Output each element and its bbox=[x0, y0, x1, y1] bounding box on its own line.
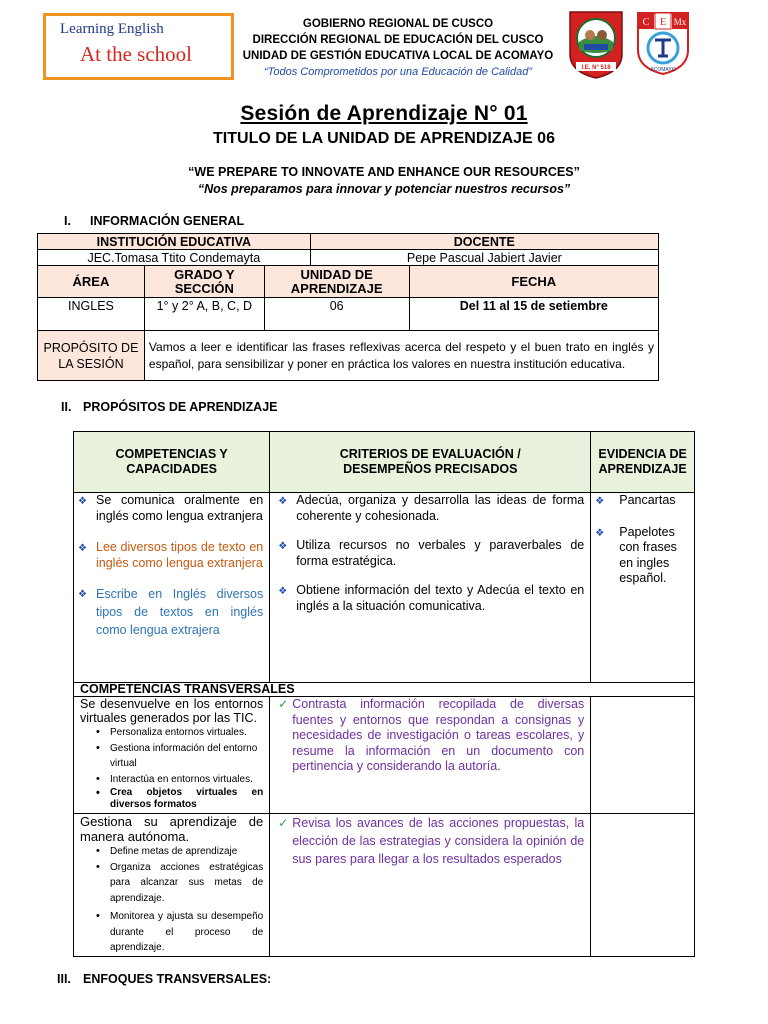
bullet-diamond-icon: ❖ bbox=[278, 541, 288, 552]
header-unidad: UNIDAD DE APRENDIZAJE bbox=[264, 266, 409, 298]
header-fecha: FECHA bbox=[409, 266, 658, 298]
section-2-label: PROPÓSITOS DE APRENDIZAJE bbox=[83, 400, 278, 414]
autonomo-item: • Define metas de aprendizaje bbox=[80, 844, 263, 860]
tic-item: • Interactúa en entornos virtuales. bbox=[80, 772, 263, 788]
seal2-letter-e: E bbox=[659, 17, 667, 28]
header-grado: GRADO Y SECCIÓN bbox=[144, 266, 264, 298]
tic-list bbox=[80, 725, 263, 811]
motto-spanish: “Nos preparamos para innovar y potenciar nuestros recursos” bbox=[197, 182, 571, 196]
tic-cell bbox=[74, 697, 270, 814]
criterio-utiliza: Utiliza recursos no verbales y paraverbales de forma estratégica. bbox=[296, 538, 585, 568]
tic-item: • Crea objetos virtuales en diversos formatos bbox=[80, 787, 263, 811]
header-motto: “Todos Comprometidos por una Educación de Calidad” bbox=[263, 66, 533, 78]
autonomo-cell bbox=[74, 814, 270, 957]
logo-line1: Learning English bbox=[60, 21, 164, 37]
logo-line2: At the school bbox=[80, 42, 192, 66]
cemx-emblem-icon bbox=[635, 10, 691, 76]
learning-purposes-table bbox=[73, 431, 695, 957]
grado-value: 1° y 2° A, B, C, D bbox=[144, 298, 264, 331]
autonomo-criterio-text: Revisa los avances de las acciones propuestas, la elección de las estrategias y considera la opinión de sus pares para llegar a los resultados esperados bbox=[292, 816, 585, 866]
header-line2: DIRECCIÓN REGIONAL DE EDUCACIÓN DEL CUSCO bbox=[252, 34, 544, 46]
competencia-item bbox=[74, 540, 263, 571]
seal1-text: I.E. N° 518 bbox=[581, 65, 611, 71]
school-logo bbox=[43, 13, 234, 80]
header-docente: DOCENTE bbox=[310, 234, 658, 250]
header-proposito: PROPÓSITO DE LA SESIÓN bbox=[38, 331, 145, 381]
competencia-oral: Se comunica oralmente en inglés como lengua extranjera bbox=[96, 493, 264, 523]
evidencias-cell bbox=[591, 493, 695, 683]
autonomo-item: • Organiza acciones estratégicas para alcanzar sus metas de aprendizaje. bbox=[80, 860, 263, 907]
header-evidencia: EVIDENCIA DE APRENDIZAJE bbox=[591, 432, 695, 493]
criterio-obtiene: Obtiene información del texto y Adecúa el texto en inglés a la situación comunicativa. bbox=[296, 583, 585, 613]
tic-item: • Gestiona información del entorno virtual bbox=[80, 741, 263, 772]
section-1-number: I. bbox=[64, 214, 71, 228]
bullet-diamond-icon: ❖ bbox=[78, 589, 87, 600]
header-area: ÁREA bbox=[38, 266, 145, 298]
seal2-bottom-text: ACOMAYO bbox=[650, 67, 676, 73]
autonomo-evidencia-cell bbox=[591, 814, 695, 957]
checkmark-icon: ✓ bbox=[278, 697, 289, 711]
proposito-value: Vamos a leer e identificar las frases reflexivas acerca del respeto y el buen trato en inglés y español, para sensibilizar y poner en práctica los valores en nuestra institución educativa. bbox=[144, 331, 658, 381]
motto-english: “WE PREPARE TO INNOVATE AND ENHANCE OUR RESOURCES” bbox=[188, 165, 580, 179]
section-2-number: II. bbox=[61, 400, 72, 414]
criterio-item bbox=[274, 538, 584, 569]
seal2-letter-c: C bbox=[642, 17, 650, 28]
bullet-diamond-icon: ❖ bbox=[278, 586, 288, 597]
tic-criterio-cell bbox=[270, 697, 591, 814]
header-competencias: COMPETENCIAS Y CAPACIDADES bbox=[74, 432, 270, 493]
header-line1: GOBIERNO REGIONAL DE CUSCO bbox=[302, 18, 494, 30]
header-criterios: CRITERIOS DE EVALUACIÓN / DESEMPEÑOS PRECISADOS bbox=[270, 432, 591, 493]
competencias-cell bbox=[74, 493, 270, 683]
criterio-item bbox=[274, 493, 584, 524]
competencia-item bbox=[74, 493, 263, 524]
autonomo-title: Gestiona su aprendizaje de manera autónoma. bbox=[80, 814, 264, 844]
section-1-heading bbox=[64, 214, 244, 228]
tic-criterio-text: Contrasta información recopilada de diversas fuentes y entornos que respondan a consignas y necesidades de investigación o tareas escolares, y resume la información en un documento con pertinencia y considerando la autoría. bbox=[292, 697, 585, 773]
school-emblem-icon bbox=[566, 8, 626, 80]
bullet-diamond-icon: ❖ bbox=[595, 496, 605, 507]
evidencia-item bbox=[591, 493, 688, 509]
criterios-cell bbox=[270, 493, 591, 683]
section-3-label: ENFOQUES TRANSVERSALES: bbox=[83, 972, 272, 986]
section-2-heading bbox=[61, 400, 277, 414]
section-3-number: III. bbox=[57, 972, 71, 986]
tic-evidencia-cell bbox=[591, 697, 695, 814]
area-value: INGLES bbox=[38, 298, 145, 331]
bullet-diamond-icon: ❖ bbox=[278, 496, 288, 507]
unidad-value: 06 bbox=[264, 298, 409, 331]
tic-item: • Personaliza entornos virtuales. bbox=[80, 725, 263, 741]
criterio-adecua: Adecúa, organiza y desarrolla las ideas de forma coherente y cohesionada. bbox=[296, 493, 585, 523]
bullet-diamond-icon: ❖ bbox=[78, 543, 87, 554]
competencia-lee: Lee diversos tipos de texto en inglés como lengua extranjera bbox=[96, 540, 264, 570]
section-3-heading bbox=[57, 972, 271, 986]
header-institucion: INSTITUCIÓN EDUCATIVA bbox=[38, 234, 311, 250]
bullet-diamond-icon: ❖ bbox=[78, 496, 87, 507]
competencia-item bbox=[74, 585, 263, 639]
section-1-label: INFORMACIÓN GENERAL bbox=[90, 214, 245, 228]
checkmark-icon: ✓ bbox=[278, 816, 289, 830]
header-line3: UNIDAD DE GESTIÓN EDUCATIVA LOCAL DE ACOMAYO bbox=[242, 50, 554, 62]
evidencia-pancartas: Pancartas bbox=[619, 493, 676, 507]
bullet-diamond-icon: ❖ bbox=[595, 527, 605, 539]
general-info-table bbox=[37, 233, 659, 381]
seal2-letter-mx: Mx bbox=[673, 17, 687, 27]
evidencia-papelotes: Papelotes con frases en ingles español. bbox=[619, 524, 677, 585]
evidencia-item bbox=[591, 525, 688, 587]
session-title: Sesión de Aprendizaje N° 01 bbox=[240, 102, 528, 125]
institution-header bbox=[232, 16, 564, 80]
autonomo-item: • Monitorea y ajusta su desempeño durante el proceso de aprendizaje. bbox=[80, 909, 263, 956]
docente-value: Pepe Pascual Jabiert Javier bbox=[310, 250, 658, 266]
institucion-value: JEC.Tomasa Ttito Condemayta bbox=[38, 250, 311, 266]
autonomo-criterio bbox=[274, 814, 584, 868]
autonomo-criterio-cell bbox=[270, 814, 591, 957]
tic-title: Se desenvuelve en los entornos virtuales generados por las TIC. bbox=[80, 697, 264, 725]
competencia-escribe: Escribe en Inglés diversos tipos de textos en inglés como lengua extrajera bbox=[96, 587, 264, 637]
tic-criterio bbox=[274, 697, 584, 775]
unit-title: TITULO DE LA UNIDAD DE APRENDIZAJE 06 bbox=[213, 130, 555, 147]
fecha-value: Del 11 al 15 de setiembre bbox=[409, 298, 658, 331]
criterio-item bbox=[274, 583, 584, 614]
transversales-heading: COMPETENCIAS TRANSVERSALES bbox=[74, 683, 695, 697]
autonomo-list bbox=[80, 844, 263, 956]
